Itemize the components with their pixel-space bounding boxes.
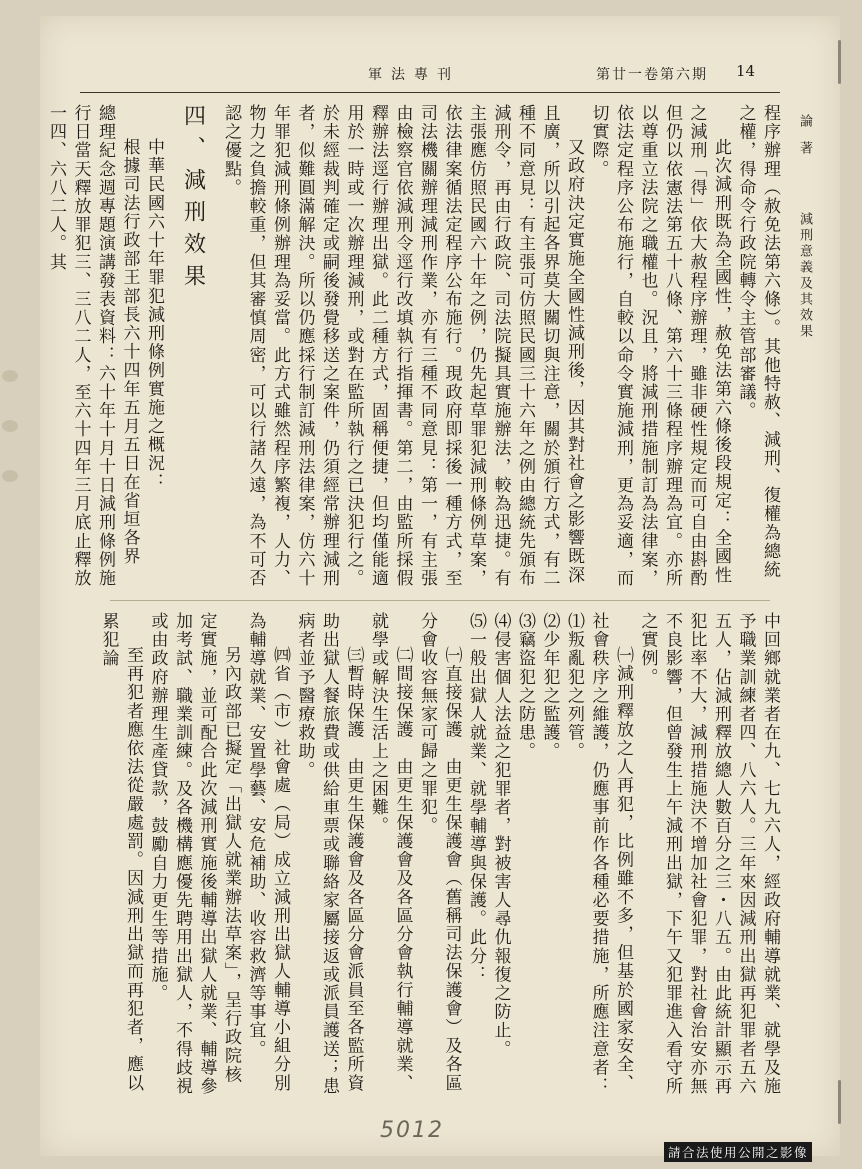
binding-hole xyxy=(2,420,18,432)
paragraph: 中回鄉就業者在九、七九六人，經政府輔導就業、就學及施予職業訓練者四、八六人。三年來因減刑出獄再犯罪者五六五人，佔減刑釋放總人數百分之三・八五。由此統計顯示再犯比率不大，減刑措施決不增加社會犯罪，對社會治安亦無不良影響，但曾發生上午減刑出獄，下午又犯罪進入看守所之實例。 xyxy=(637,612,780,1096)
paragraph: 至再犯者應依法從嚴處罰。因減刑出獄而再犯者，應以累犯論 xyxy=(98,612,143,1093)
paragraph: 中華民國六十年罪犯減刑條例實施之概況： xyxy=(144,138,164,492)
sub-list-item: ㈠直接保護 由更生保護會（舊稱司法保護會）及各區分會收容無家可歸之罪犯。 xyxy=(417,612,462,1093)
list-item: ⑵少年犯之監護。 xyxy=(539,612,560,761)
list-item: ⑷侵害個人法益之犯罪者，對被害人尋仇報復之防止。 xyxy=(490,612,511,1059)
staple-mark-bottom xyxy=(838,1080,841,1124)
header-rule xyxy=(80,92,780,93)
paragraph: 另內政部已擬定「出獄人就業辦法草案」，呈行政院核定實施，並可配合此次減刑實施後輔導出獄人就業、輔導參加考試、職業訓練。及各機構應優先聘用出獄人，不得歧視或由政府辦理生產貸款，鼓勵自力更生等措施。 xyxy=(147,612,241,1096)
paragraph: ㈠減刑釋放之人再犯，比例雖不多，但基於國家安全、社會秩序之維護，仍應事前作各種必要措施，所應注意者： xyxy=(588,612,633,1096)
usage-notice: 請合法使用公開之影像 xyxy=(664,1142,812,1162)
column-divider xyxy=(110,600,770,601)
page-header xyxy=(0,60,862,90)
journal-name: 軍法專刊 xyxy=(368,67,460,83)
article-category: 論著 xyxy=(797,114,812,168)
binding-hole xyxy=(2,470,18,482)
list-item: ⑸一般出獄人就業、就學輔導與保護。此分： xyxy=(466,612,486,984)
paragraph: 此次減刑既為全國性，赦免法第六條後段規定：全國性之減刑「得」依大赦程序辦理，雖非硬性規定而可自由斟酌但仍以依憲法第五十八條、第六十三條程序辦理為宜。亦所以尊重立法院之職權也。況且，將減刑措施制訂為法律案，依法定程序公布施行，自較以命令實施減刑，更為妥適，而切實際。 xyxy=(588,104,731,588)
volume-issue: 第廿一卷第六期 xyxy=(596,67,708,83)
article-title: 減刑意義及其效果 xyxy=(797,212,812,341)
page-number: 14 xyxy=(736,62,756,80)
sub-list-item: ㈣省（市）社會處（局）成立減刑出獄人輔導小組分別為輔導就業、安置學藝、安危補助、收容救濟等事宜。 xyxy=(245,612,290,1093)
side-heading xyxy=(795,114,814,340)
paragraph: 根據司法行政部王部長六十四年五月五日在省垣各界 總理紀念週專題演講發表資料：六十年十月十日減刑條例施行日當天釋放罪犯三、三八二人，至六十四年三月底止釋放一四、六八二人。其 xyxy=(46,104,140,588)
section-heading: 四、減刑效果 xyxy=(180,104,206,296)
paragraph: 程序辦理（赦免法第六條）。其他特赦、減刑、復權為總統之權，得命令行政院轉令主管部審議。 xyxy=(735,104,780,580)
sub-list-item: ㈢暫時保護 由更生保護會及各區分會派員至各監所資助出獄人餐旅費或供給車票或聯絡家屬接返或派員護送；患病者並予醫療救助。 xyxy=(294,612,364,1096)
list-item: ⑶竊盜犯之防患。 xyxy=(515,612,535,761)
upper-text-block xyxy=(46,104,782,596)
lower-text-block xyxy=(98,612,782,1096)
paragraph: 又政府決定實施全國性減刑後，因其對社會之影響既深且廣，所以引起各界莫大關切與注意，關於頒行方式，有二種不同意見：有主張可仿照民國三十六年之例由總統先頒布減刑令，再由行政院、司法院擬具實施辦法，較為迅捷。有主張應仿照民國六十年之例，仍先起草罪犯減刑條例草案，依法律案循法定程序公布施行。現政府即採後一種方式，至司法機關辦理減刑作業，亦有三種不同意見：第一，有主張由檢察官依減刑令逕行改填執行指揮書。第二，由監所採假釋辦法逕行辦理出獄。此二種方式，固稱便捷，但均僅能適用於一時或一次辦理減刑，或對在監所執行之已決犯行之。於未經裁判確定或嗣後發覺移送之案件，仍須經常辦理減刑者，似難圓滿解決。所以仍應採行制訂減刑法律案，仿六十年罪犯減刑條例辦理為妥當。此方式雖然程序繁複，人力、物力之負擔較重，但其審慎周密，可以行諸久遠，為不可否認之優點。 xyxy=(221,104,584,588)
binding-hole xyxy=(2,370,18,382)
sub-list-item: ㈡間接保護 由更生保護會及各區分會執行輔導就業、就學或解決生活上之困難。 xyxy=(368,612,413,1093)
handwritten-page-number: 5012 xyxy=(380,1118,444,1143)
list-item: ⑴叛亂犯之列管。 xyxy=(564,612,584,761)
